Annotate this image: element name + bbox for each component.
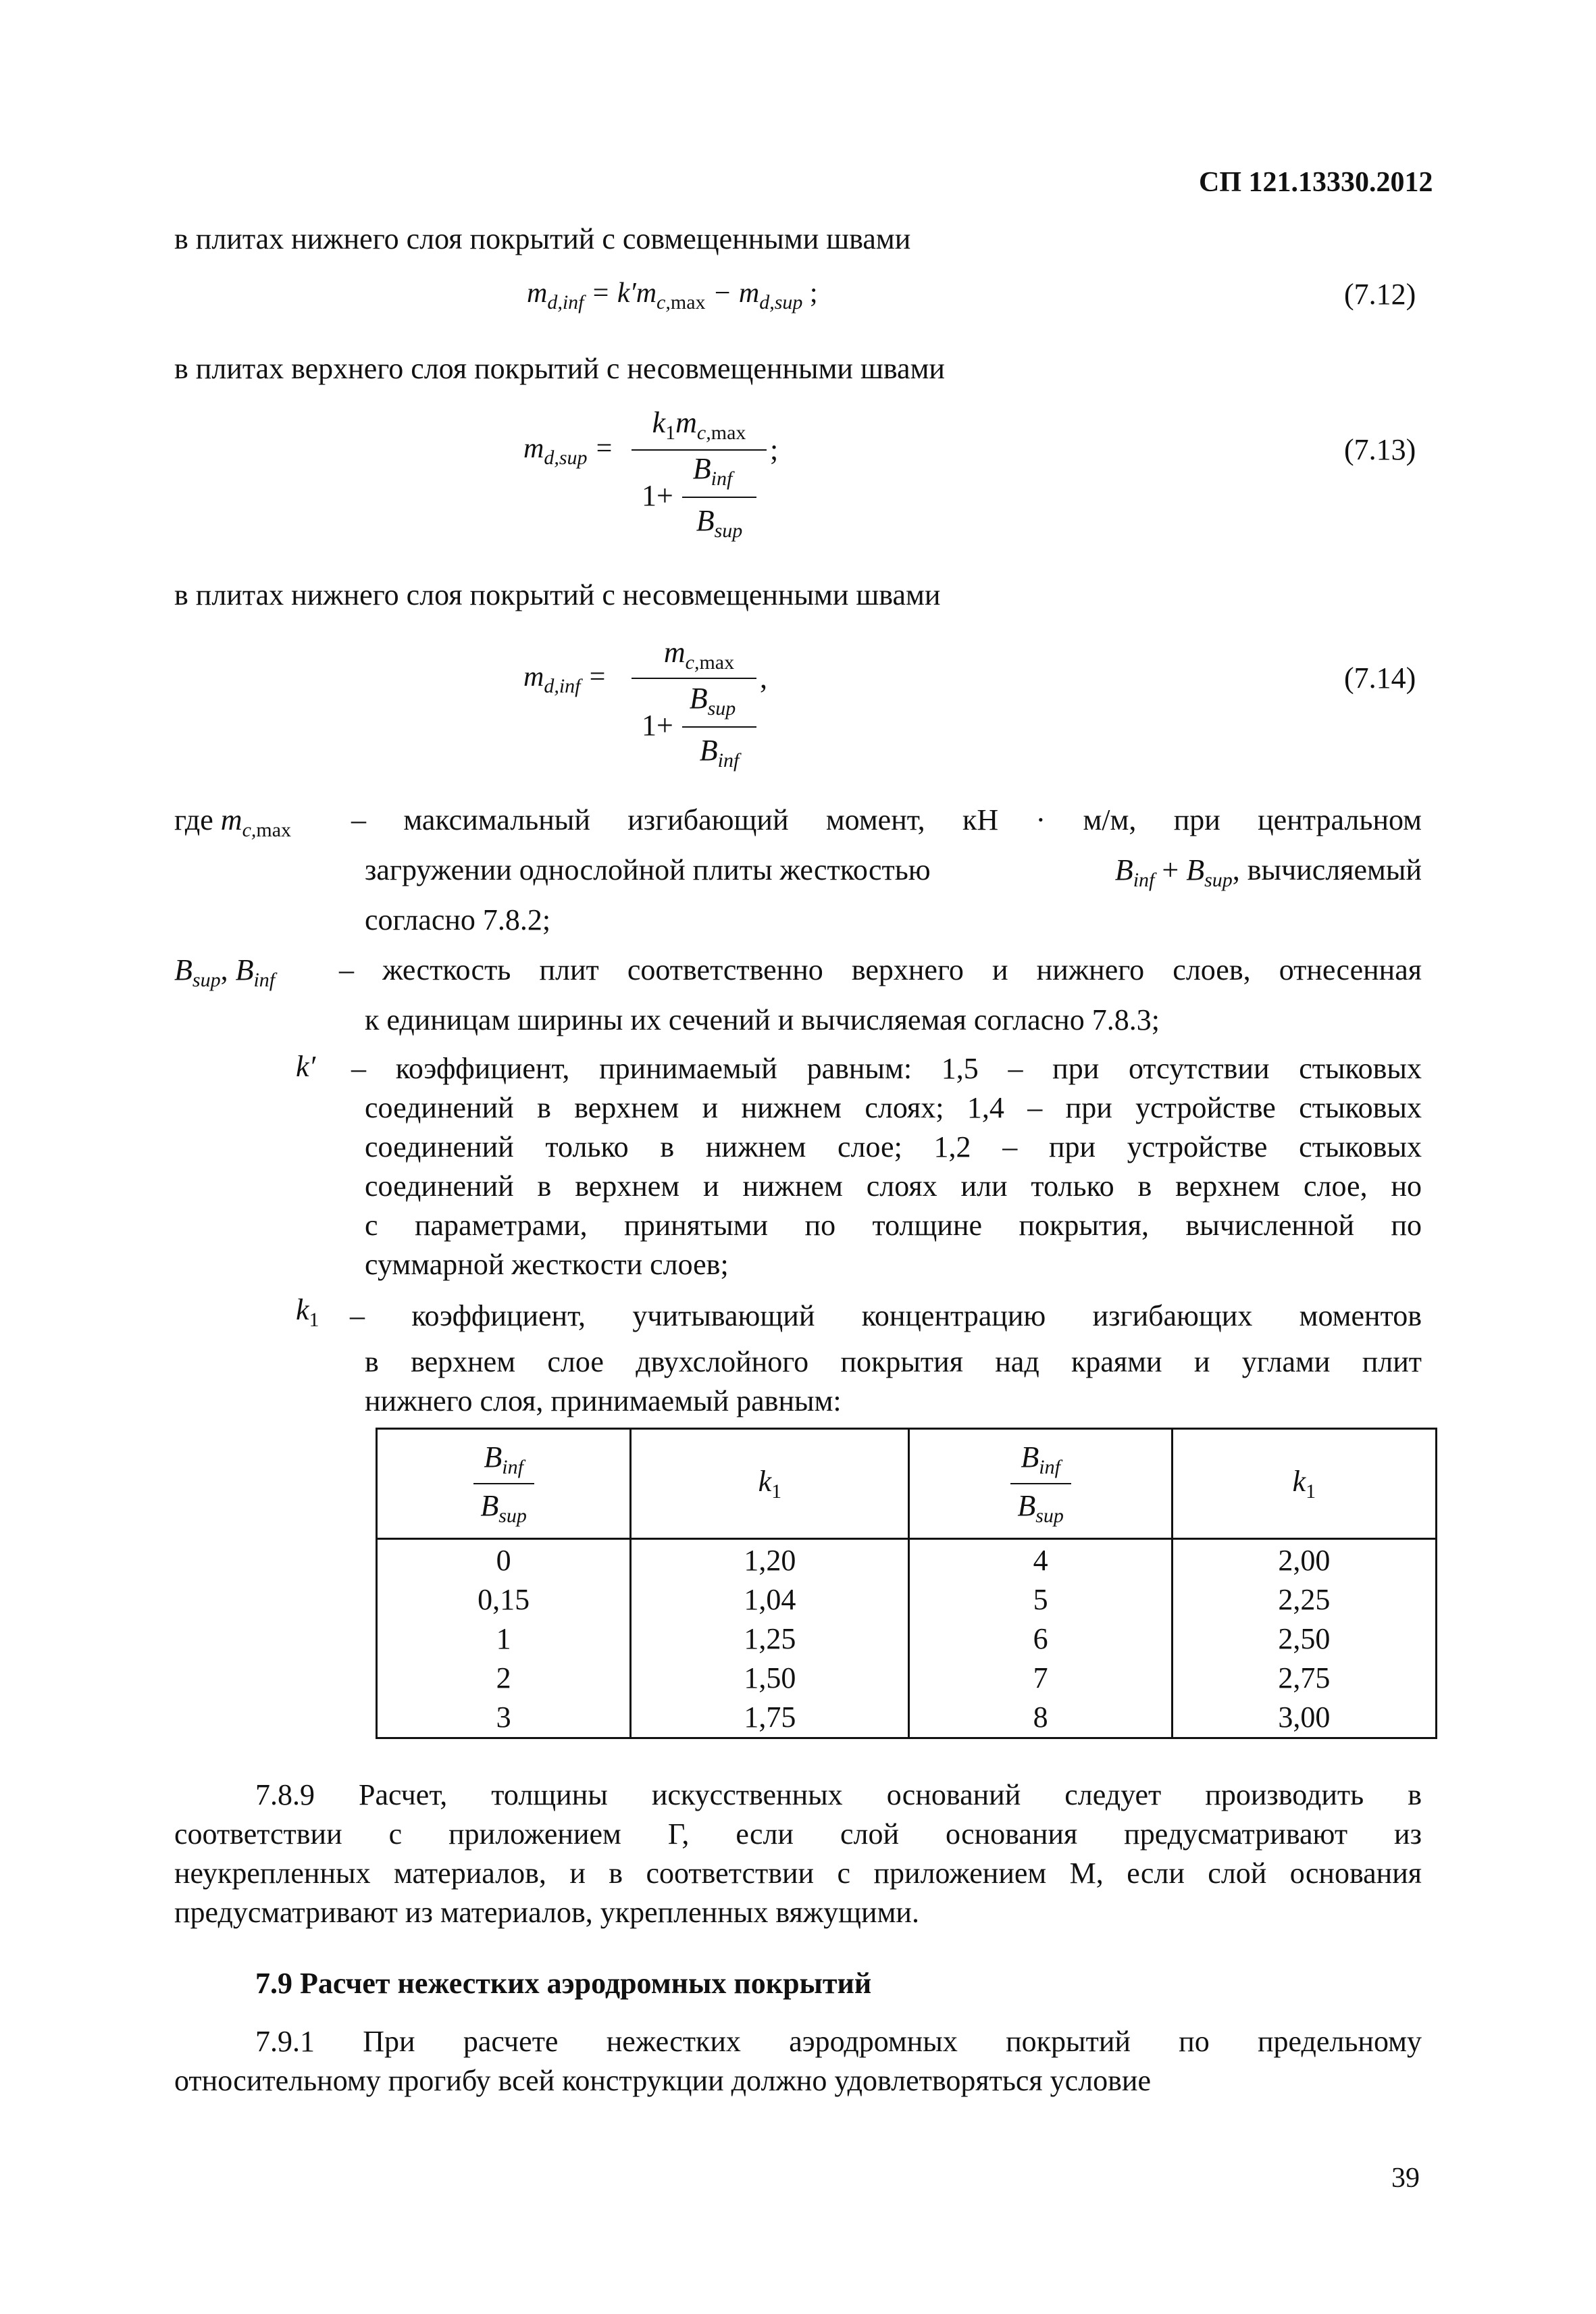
- table-header-row: [377, 1429, 1437, 1539]
- paragraph-7-8-9: 7.8.9 Расчет, толщины искусственных оснований следует производить в соответствии с приложением Г, если слой основания предусматривают из неукрепленных материалов, и в соответствии с приложением М, если слой основания предусматривают из материалов, укрепленных вяжущими.: [174, 1778, 1422, 1929]
- section-title-7-9: 7.9 Расчет нежестких аэродромных покрытий: [255, 1967, 872, 2000]
- def-b-line2: к единицам ширины их сечений и вычисляемая согласно 7.8.3;: [365, 1003, 1160, 1036]
- def-b-line1: – жесткость плит соответственно верхнего и нижнего слоев, отнесенная: [339, 953, 1422, 986]
- table-cell-right-k1: 2,00 2,25 2,50 2,75 3,00: [1172, 1539, 1436, 1738]
- table-cell-left-ratio: 0 0,15 1 2 3: [377, 1539, 631, 1738]
- eq-number-7-13: (7.13): [1344, 433, 1416, 466]
- def-k-text: – коэффициент, принимаемый равным: 1,5 – при отсутствии стыковых соединений в верхнем и нижнем слоях; 1,4 – при устройстве стыковых соединений только в нижнем слое; 1,2 – при устройстве стыковых соединений в верхнем и нижнем слоях или только в верхнем слое, но с параметрами, принятыми по толщине покрытия, вычисленной по суммарной жесткости слоев;: [351, 1052, 1422, 1281]
- col-header-ratio-right: $B_{inf}$ $B_{sup}$: [909, 1429, 1172, 1539]
- paragraph-7-9-1: 7.9.1 При расчете нежестких аэродромных покрытий по предельному относительному прогибу всей конструкции должно удовлетворяться условие: [174, 2025, 1422, 2097]
- col-header-ratio-left: $B_{inf}$ $B_{sup}$: [377, 1429, 631, 1539]
- def-mcmax-line1: – максимальный изгибающий момент, кН · м/м, при центральном: [351, 803, 1422, 836]
- eq-number-7-14: (7.14): [1344, 661, 1416, 695]
- def-k1-text: – коэффициент, учитывающий концентрацию изгибающих моментов в верхнем слое двухслойного покрытия над краями и углами плит нижнего слоя, принимаемый равным:: [350, 1299, 1422, 1417]
- eq-number-7-12: (7.12): [1344, 278, 1416, 311]
- intro-7-14: в плитах нижнего слоя покрытий с несовмещенными швами: [174, 578, 941, 611]
- def-k-symbol: k′: [296, 1050, 316, 1083]
- col-header-k1-left: $k_1$: [631, 1429, 909, 1539]
- def-k1-symbol: $k_1$: [296, 1293, 319, 1331]
- intro-7-13: в плитах верхнего слоя покрытий с несовмещенными швами: [174, 352, 945, 385]
- page-number: 39: [1391, 2163, 1420, 2194]
- table-cell-right-ratio: 4 5 6 7 8: [909, 1539, 1172, 1738]
- def-mcmax-line3: согласно 7.8.2;: [365, 903, 551, 936]
- def-b-symbol: $B_{sup}$, $B_{inf}$: [174, 953, 276, 991]
- where-label: где $m_{c,max}$: [174, 803, 292, 841]
- equation-7-12: $m_{d,inf} = k'm_{c,max} - m_{d,sup}$ ;: [527, 278, 818, 313]
- k1-table: [376, 1428, 1437, 1739]
- doc-code: СП 121.13330.2012: [1199, 167, 1433, 198]
- def-mcmax-line2: загружении однослойной плиты жесткостью $B_{inf} + B_{sup}$, вычисляемый: [365, 853, 1422, 891]
- table-cell-left-k1: 1,20 1,04 1,25 1,50 1,75: [631, 1539, 909, 1738]
- intro-7-12: в плитах нижнего слоя покрытий с совмещенными швами: [174, 222, 911, 255]
- table-row: [377, 1539, 1437, 1738]
- col-header-k1-right: $k_1$: [1172, 1429, 1436, 1539]
